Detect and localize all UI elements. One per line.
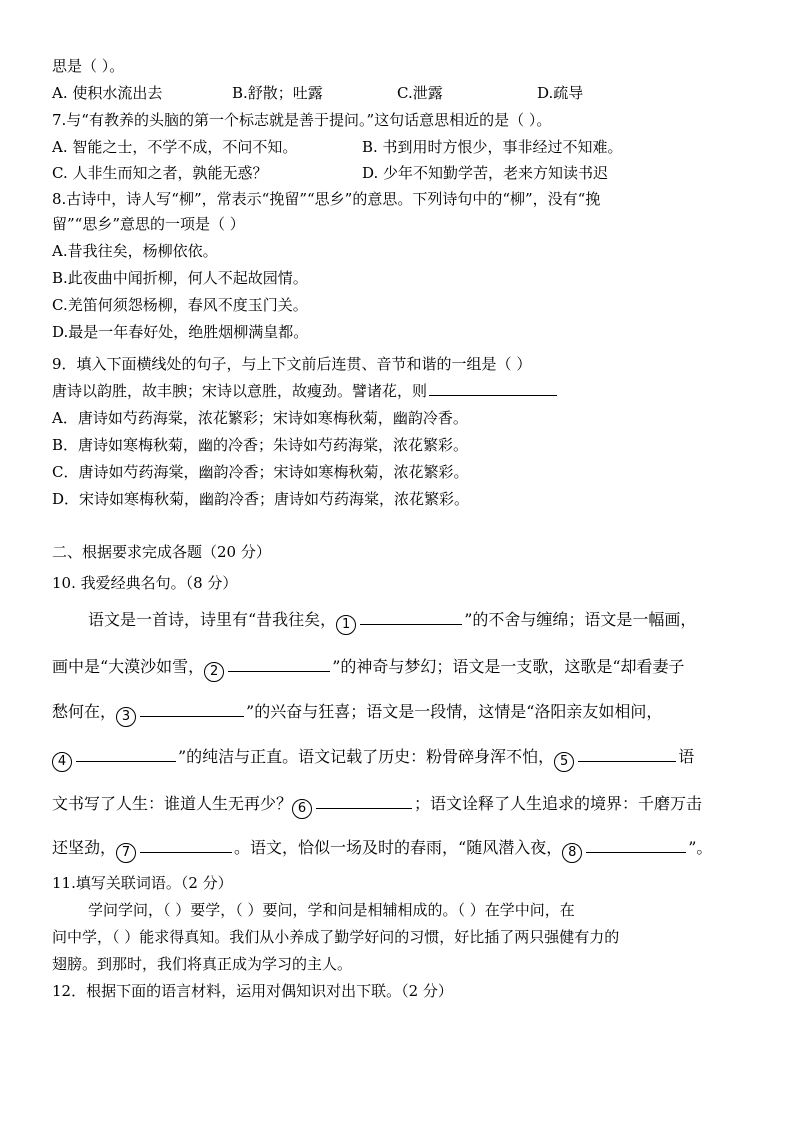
q7-option-a: A. 智能之士，不学不成，不问不知。	[52, 138, 298, 156]
q10-text: ”的不舍与缠绵；语文是一幅画，	[464, 610, 697, 629]
q12-title: 12．根据下面的语言材料，运用对偶知识对出下联。（2 分）	[52, 982, 453, 1000]
q10-line3	[52, 701, 742, 727]
q7-options-row2	[52, 163, 608, 183]
q10-line2	[52, 656, 742, 682]
q9-context: 唐诗以韵胜，故丰腴；宋诗以意胜，故瘦劲。譬诸花，则	[52, 382, 428, 400]
q9-option-c: C．唐诗如芍药海棠，幽韵冷香；宋诗如寒梅秋菊，浓花繁彩。	[52, 463, 469, 481]
q11-line3: 翅膀。到那时，我们将真正成为学习的主人。	[52, 955, 353, 973]
q9-option-d: D．宋诗如寒梅秋菊，幽韵冷香；唐诗如芍药海棠，浓花繁彩。	[52, 490, 470, 508]
blank-number-badge: 8	[562, 843, 582, 863]
blank-number-badge: 1	[336, 615, 356, 635]
q6-option-d: D.疏导	[537, 84, 584, 102]
q8-option-d: D.最是一年春好处，绝胜烟柳满皇都。	[52, 323, 309, 341]
q10-title: 10. 我爱经典名句。（8 分）	[52, 574, 238, 592]
blank-number-badge: 6	[292, 799, 312, 819]
q10-text: 愁何在，	[52, 702, 117, 721]
q8-option-c: C.羌笛何须怨杨柳，春风不度玉门关。	[52, 296, 308, 314]
q10-blank-7[interactable]	[140, 851, 232, 853]
q11-title: 11.填写关联词语。（2 分）	[52, 874, 233, 892]
q7-options-row1	[52, 137, 623, 157]
q9-option-a: A．唐诗如芍药海棠，浓花繁彩；宋诗如寒梅秋菊，幽韵冷香。	[52, 409, 468, 427]
q8-stem-line1: 8.古诗中，诗人写“柳”，常表示“挽留”“思乡”的意思。下列诗句中的“柳”，没有“挽	[52, 190, 601, 208]
q7-option-c: C. 人非生而知之者，孰能无惑？	[52, 164, 268, 182]
q9-context-line	[52, 381, 559, 401]
q8-option-b: B.此夜曲中闻折柳，何人不起故园情。	[52, 269, 308, 287]
blank-number-badge: 7	[116, 843, 136, 863]
q11-line2: 问中学，（ ）能求得真知。我们从小养成了勤学好问的习惯，好比插了两只强健有力的	[52, 928, 620, 946]
blank-number-badge: 3	[116, 707, 136, 727]
q10-text: ”的神奇与梦幻；语文是一支歌，这歌是“却看妻子	[332, 657, 685, 676]
q10-text: 画中是“大漠沙如雪，	[52, 657, 205, 676]
q10-line6	[52, 837, 742, 863]
q10-text: ”的纯洁与正直。语文记载了历史：粉骨碎身浑不怕，	[178, 747, 555, 766]
q8-option-a: A.昔我往矣，杨柳依依。	[52, 242, 218, 260]
q8-stem-line2: 留”“思乡”意思的一项是（ ）	[52, 215, 245, 233]
q10-blank-1[interactable]	[360, 623, 462, 625]
q6-option-c: C.泄露	[397, 84, 443, 102]
q7-stem: 7.与“有教养的头脑的第一个标志就是善于提问。”这句话意思相近的是（ ）。	[52, 111, 552, 129]
q6-option-a: A. 使积水流出去	[52, 84, 163, 102]
q10-text: 语文是一首诗，诗里有“昔我往矣，	[88, 610, 337, 629]
q10-blank-6[interactable]	[316, 807, 412, 809]
q10-blank-2[interactable]	[228, 670, 330, 672]
q6-stem-end: 思是（ ）。	[52, 57, 125, 75]
q10-blank-3[interactable]	[140, 715, 244, 717]
blank-number-badge: 4	[52, 752, 72, 772]
q10-text: ；语文诠释了人生追求的境界：千磨万击	[414, 794, 703, 813]
q10-blank-4[interactable]	[76, 760, 176, 762]
q11-line1: 学问学问，（ ）要学，（ ）要问，学和问是相辅相成的。（ ）在学中问，在	[88, 901, 575, 919]
q6-options	[52, 83, 583, 103]
q10-text: 。语文，恰似一场及时的春雨，“随风潜入夜，	[234, 838, 563, 857]
q6-option-b: B.舒散；吐露	[232, 84, 323, 102]
q9-answer-blank[interactable]	[429, 394, 557, 396]
q10-blank-8[interactable]	[586, 851, 686, 853]
section2-title: 二、根据要求完成各题（20 分）	[52, 543, 271, 561]
q10-text: ”的兴奋与狂喜；语文是一段情，这情是“洛阳亲友如相问，	[246, 702, 663, 721]
q10-line5	[52, 793, 742, 819]
q10-blank-5[interactable]	[578, 760, 676, 762]
blank-number-badge: 2	[204, 662, 224, 682]
q7-option-d: D. 少年不知勤学苦，老来方知读书迟	[362, 164, 609, 182]
q10-text: 文书写了人生：谁道人生无再少？	[52, 794, 293, 813]
q7-option-b: B. 书到用时方恨少，事非经过不知难。	[362, 138, 623, 156]
blank-number-badge: 5	[554, 752, 574, 772]
q9-option-b: B．唐诗如寒梅秋菊，幽的冷香；朱诗如芍药海棠，浓花繁彩。	[52, 436, 469, 454]
q9-stem: 9．填入下面横线处的句子，与上下文前后连贯、音节和谐的一组是（ ）	[52, 355, 532, 373]
q10-line4	[52, 746, 742, 772]
q10-text: 还坚劲，	[52, 838, 117, 857]
q10-text: ”。	[688, 838, 713, 857]
q10-text: 语	[678, 747, 695, 766]
q10-line1	[52, 609, 778, 635]
